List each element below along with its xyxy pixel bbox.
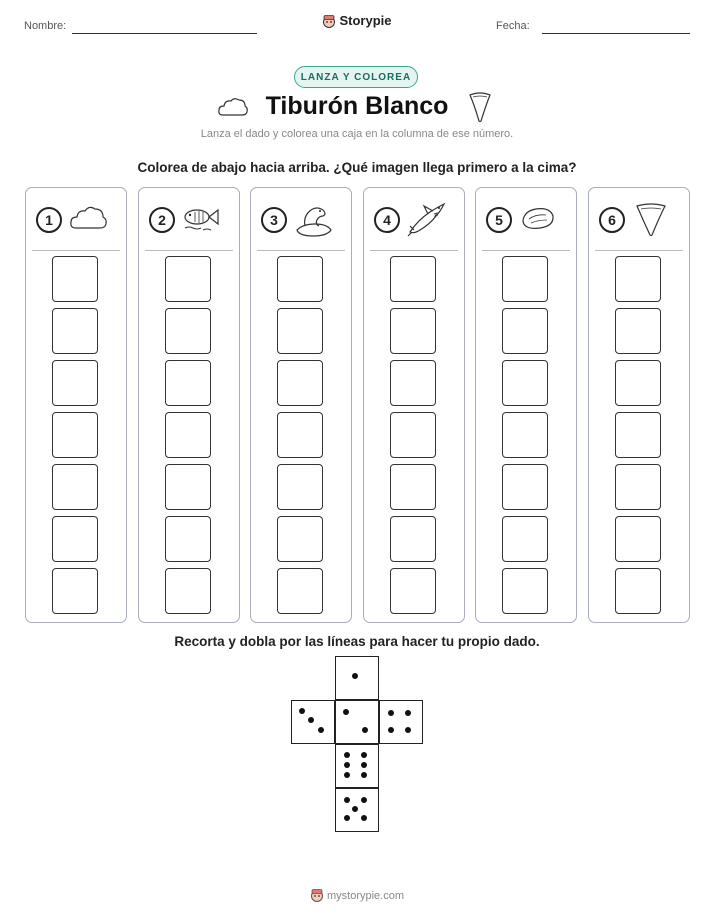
name-field-line[interactable] bbox=[72, 33, 257, 34]
color-box[interactable] bbox=[52, 464, 98, 510]
subtitle: Lanza el dado y colorea una caja en la columna de ese número. bbox=[200, 128, 514, 140]
color-box[interactable] bbox=[615, 568, 661, 614]
color-box[interactable] bbox=[502, 360, 548, 406]
die-pip bbox=[405, 710, 411, 716]
column-number: 4 bbox=[374, 207, 400, 233]
die-instruction: Recorta y dobla por las líneas para hacer tu propio dado. bbox=[174, 634, 540, 649]
column-2 bbox=[138, 187, 240, 623]
die-pip bbox=[352, 673, 358, 679]
column-number: 2 bbox=[149, 207, 175, 233]
color-box[interactable] bbox=[165, 412, 211, 458]
shark-tooth-icon bbox=[468, 91, 492, 128]
color-box[interactable] bbox=[277, 516, 323, 562]
color-box[interactable] bbox=[615, 308, 661, 354]
die-pip bbox=[299, 708, 305, 714]
die-pip bbox=[361, 797, 367, 803]
die-face-4 bbox=[379, 700, 423, 744]
color-box[interactable] bbox=[502, 308, 548, 354]
column-1 bbox=[25, 187, 127, 623]
color-box[interactable] bbox=[615, 412, 661, 458]
die-pip bbox=[361, 752, 367, 758]
die-pip bbox=[362, 727, 368, 733]
die-pip bbox=[361, 772, 367, 778]
color-box[interactable] bbox=[165, 256, 211, 302]
color-box[interactable] bbox=[277, 360, 323, 406]
color-box[interactable] bbox=[52, 360, 98, 406]
column-number: 3 bbox=[261, 207, 287, 233]
coloring-instruction: Colorea de abajo hacia arriba. ¿Qué imagen llega primero a la cima? bbox=[137, 160, 577, 175]
color-box[interactable] bbox=[52, 256, 98, 302]
color-box[interactable] bbox=[165, 308, 211, 354]
column-divider bbox=[257, 250, 345, 251]
column-3 bbox=[250, 187, 352, 623]
color-box[interactable] bbox=[390, 256, 436, 302]
column-number: 1 bbox=[36, 207, 62, 233]
die-face-2 bbox=[335, 700, 379, 744]
die-pip bbox=[318, 727, 324, 733]
column-5 bbox=[475, 187, 577, 623]
date-field-line[interactable] bbox=[542, 33, 690, 34]
footer bbox=[0, 888, 714, 905]
rock-icon bbox=[518, 202, 558, 239]
color-box[interactable] bbox=[52, 412, 98, 458]
activity-badge: LANZA Y COLOREA bbox=[294, 66, 418, 88]
die-pip bbox=[344, 752, 350, 758]
die-pip bbox=[344, 772, 350, 778]
color-box[interactable] bbox=[277, 464, 323, 510]
shark-tooth-icon bbox=[631, 202, 671, 243]
column-divider bbox=[482, 250, 570, 251]
color-box[interactable] bbox=[615, 464, 661, 510]
color-box[interactable] bbox=[277, 568, 323, 614]
color-box[interactable] bbox=[615, 516, 661, 562]
color-box[interactable] bbox=[502, 568, 548, 614]
date-label: Fecha: bbox=[496, 20, 530, 32]
color-box[interactable] bbox=[390, 360, 436, 406]
column-number: 5 bbox=[486, 207, 512, 233]
column-number: 6 bbox=[599, 207, 625, 233]
color-box[interactable] bbox=[390, 568, 436, 614]
storypie-logo-icon bbox=[310, 888, 324, 905]
seal-icon bbox=[293, 202, 335, 243]
die-pip bbox=[344, 797, 350, 803]
fish-icon bbox=[181, 202, 221, 239]
die-pip bbox=[361, 815, 367, 821]
color-box[interactable] bbox=[390, 308, 436, 354]
color-box[interactable] bbox=[165, 516, 211, 562]
die-pip bbox=[361, 762, 367, 768]
color-box[interactable] bbox=[277, 412, 323, 458]
name-label: Nombre: bbox=[24, 20, 67, 32]
column-divider bbox=[145, 250, 233, 251]
die-face-3 bbox=[291, 700, 335, 744]
color-box[interactable] bbox=[390, 464, 436, 510]
color-box[interactable] bbox=[52, 516, 98, 562]
brand-name: Storypie bbox=[339, 13, 392, 28]
column-4 bbox=[363, 187, 465, 623]
color-box[interactable] bbox=[615, 256, 661, 302]
color-box[interactable] bbox=[502, 516, 548, 562]
die-pip bbox=[344, 762, 350, 768]
color-box[interactable] bbox=[277, 308, 323, 354]
color-box[interactable] bbox=[390, 412, 436, 458]
color-box[interactable] bbox=[502, 464, 548, 510]
color-box[interactable] bbox=[52, 568, 98, 614]
storypie-logo-icon bbox=[322, 14, 336, 31]
color-box[interactable] bbox=[165, 360, 211, 406]
cloud-icon bbox=[68, 202, 108, 239]
color-box[interactable] bbox=[502, 256, 548, 302]
page-title: Tiburón Blanco bbox=[265, 92, 449, 120]
color-box[interactable] bbox=[52, 308, 98, 354]
color-box[interactable] bbox=[502, 412, 548, 458]
color-box[interactable] bbox=[277, 256, 323, 302]
color-box[interactable] bbox=[165, 568, 211, 614]
color-box[interactable] bbox=[165, 464, 211, 510]
column-divider bbox=[370, 250, 458, 251]
die-face-6 bbox=[335, 744, 379, 788]
footer-url[interactable]: mystorypie.com bbox=[326, 890, 405, 902]
column-6 bbox=[588, 187, 690, 623]
die-pip bbox=[388, 727, 394, 733]
die-pip bbox=[308, 717, 314, 723]
column-divider bbox=[595, 250, 683, 251]
shark-icon bbox=[406, 202, 448, 243]
die-pip bbox=[405, 727, 411, 733]
die-face-1 bbox=[335, 656, 379, 700]
die-face-5 bbox=[335, 788, 379, 832]
color-box[interactable] bbox=[390, 516, 436, 562]
color-box[interactable] bbox=[615, 360, 661, 406]
die-pip bbox=[388, 710, 394, 716]
die-pip bbox=[352, 806, 358, 812]
brand bbox=[0, 13, 714, 31]
die-pip bbox=[344, 815, 350, 821]
column-divider bbox=[32, 250, 120, 251]
die-pip bbox=[343, 709, 349, 715]
